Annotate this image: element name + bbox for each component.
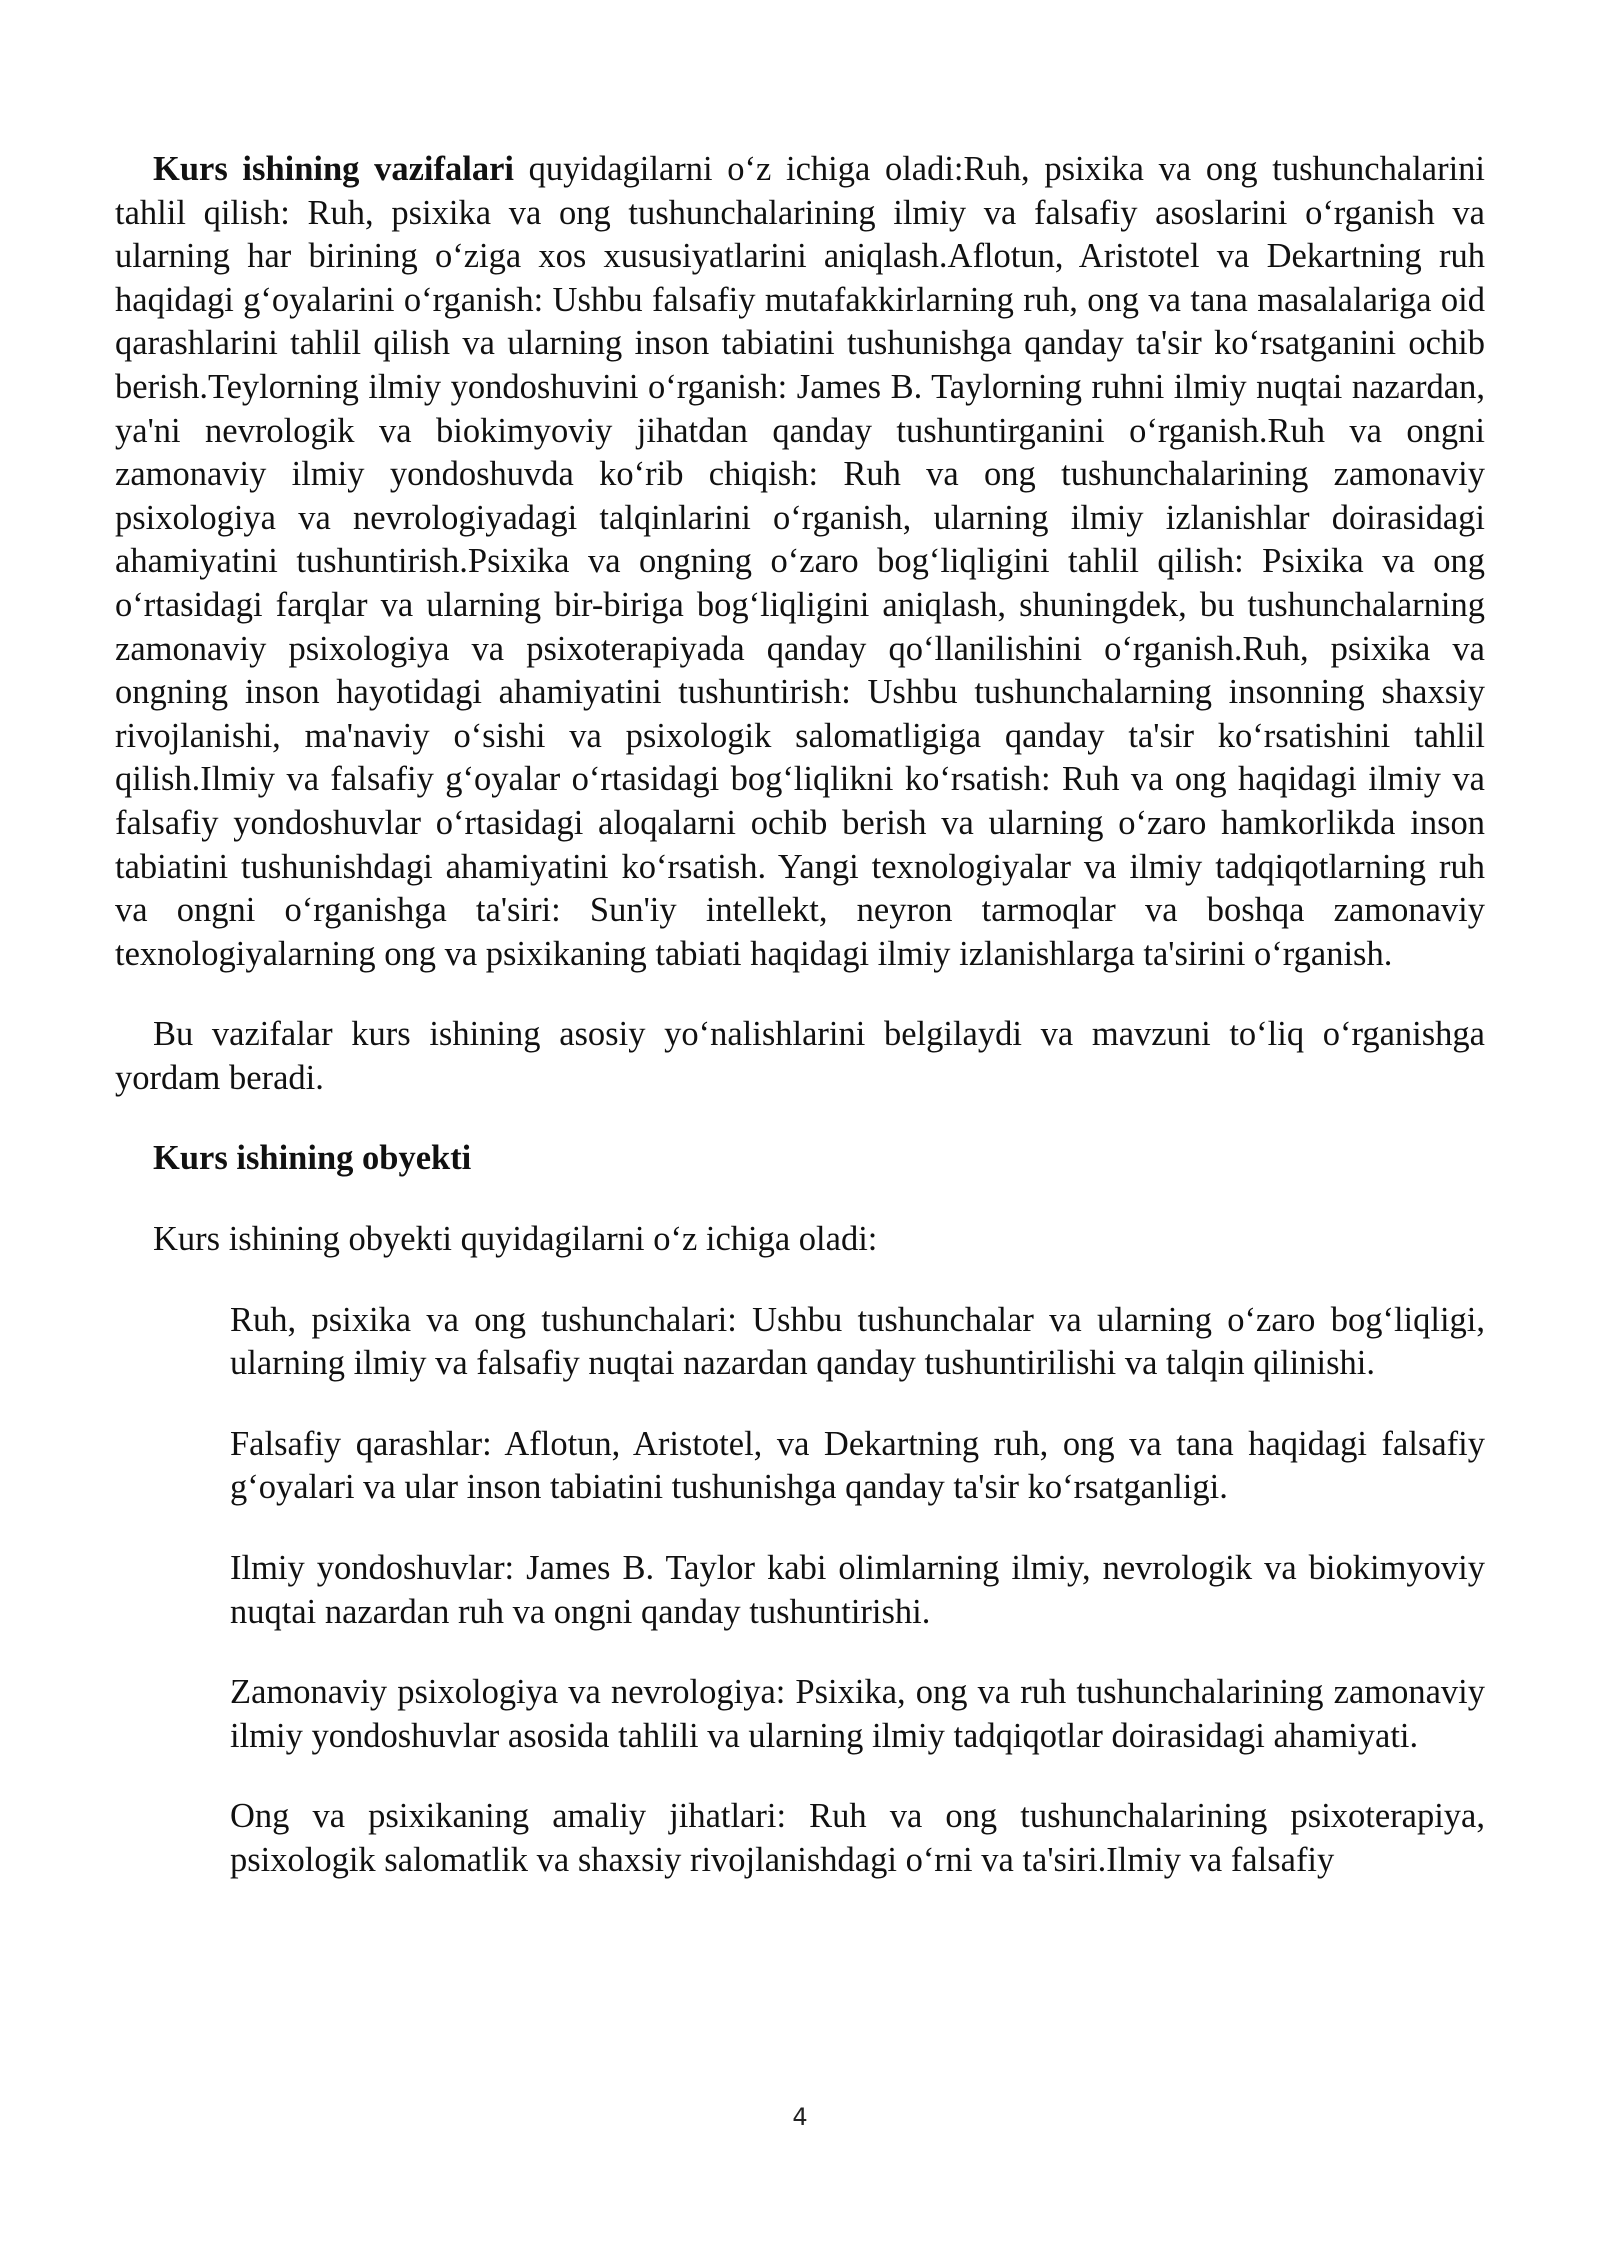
object-item-philosophical-views: Falsafiy qarashlar: Aflotun, Aristotel, va Dekartning ruh, ong va tana haqidagi falsafiy g‘oyalari va ular inson tabiatini tushunishga qanday ta'sir ko‘rsatganligi. bbox=[230, 1424, 1485, 1507]
document-page bbox=[115, 148, 1485, 1920]
page-number: 4 bbox=[792, 2103, 808, 2131]
object-intro: Kurs ishining obyekti quyidagilarni o‘z ichiga oladi: bbox=[153, 1220, 878, 1259]
object-item-scientific-approaches: Ilmiy yondoshuvlar: James B. Taylor kabi olimlarning ilmiy, nevrologik va biokimyoviy nuqtai nazardan ruh va ongni qanday tushuntirishi. bbox=[230, 1549, 1485, 1631]
object-item-practical-aspects: Ong va psixikaning amaliy jihatlari: Ruh va ong tushunchalarining psixoterapiya, psixologik salomatlik va shaxsiy rivojlanishdagi o‘rni va ta'siri.Ilmiy va falsafiy bbox=[230, 1797, 1485, 1879]
tasks-body: quyidagilarni o‘z ichiga oladi:Ruh, psixika va ong tushunchalarini tahlil qilish: Ruh, psixika va ong tushunchalarining ilmiy va falsafiy asoslarini o‘rganish va ularning har birining o‘ziga xos xususiyatlarini aniqlash.Aflotun, Aristotel va Dekartning ruh haqidagi g‘oyalarini o‘rganish: Ushbu falsafiy mutafakkirlarning ruh, ong va tana masalalariga oid qarashlarini tahlil qilish va ularning inson tabiatini tushunishga qanday ta'sir ko‘rsatganini ochib berish.Teylorning ilmiy yondoshuvini o‘rganish: James B. Taylorning ruhni ilmiy nuqtai nazardan, ya'ni nevrologik va biokimyoviy jihatdan qanday tushuntirganini o‘rganish.Ruh va ongni zamonaviy ilmiy yondoshuvda ko‘rib chiqish: Ruh va ong tushunchalarining zamonaviy psixologiya va nevrologiyadagi talqinlarini o‘rganish, ularning ilmiy izlanishlar doirasidagi ahamiyatini tushuntirish.Psixika va ongning o‘zaro bog‘liqligini tahlil qilish: Psixika va ong o‘rtasidagi farqlar va ularning bir-biriga bog‘liqligini aniqlash, shuningdek, bu tushunchalarning zamonaviy psixologiya va psixoterapiyada qanday qo‘llanilishini o‘rganish.Ruh, psixika va ongning inson hayotidagi ahamiyatini tushuntirish: Ushbu tushunchalarning insonning shaxsiy rivojlanishi, ma'naviy o‘sishi va psixologik salomatligiga qanday ta'sir ko‘rsatishini tahlil qilish.Ilmiy va falsafiy g‘oyalar o‘rtasidagi bog‘liqlikni ko‘rsatish: Ruh va ong haqidagi ilmiy va falsafiy yondoshuvlar o‘rtasidagi aloqalarni ochib berish va ularning o‘zaro hamkorlikda inson tabiatini tushunishdagi ahamiyatini ko‘rsatish. Yangi texnologiyalar va ilmiy tadqiqotlarning ruh va ongni o‘rganishga ta'siri: Sun'iy intellekt, neyron tarmoqlar va boshqa zamonaviy texnologiyalarning ong va psixikaning tabiati haqidagi ilmiy izlanishlarga ta'sirini o‘rganish. bbox=[115, 150, 1485, 973]
tasks-heading: Kurs ishining vazifalari bbox=[153, 150, 514, 188]
object-item-concepts: Ruh, psixika va ong tushunchalari: Ushbu tushunchalar va ularning o‘zaro bog‘liqligi, ularning ilmiy va falsafiy nuqtai nazardan qanday tushuntirilishi va talqin qilinishi. bbox=[230, 1300, 1485, 1383]
tasks-paragraph bbox=[115, 148, 1485, 976]
object-item-list bbox=[230, 1299, 1485, 1883]
summary-paragraph: Bu vazifalar kurs ishining asosiy yo‘nalishlarini belgilaydi va mavzuni to‘liq o‘rganishga yordam beradi. bbox=[115, 1015, 1485, 1097]
object-heading: Kurs ishining obyekti bbox=[153, 1139, 472, 1178]
object-item-modern-psychology: Zamonaviy psixologiya va nevrologiya: Psixika, ong va ruh tushunchalarining zamonaviy ilmiy yondoshuvlar asosida tahlili va ularning ilmiy tadqiqotlar doirasidagi ahamiyati. bbox=[230, 1673, 1485, 1755]
